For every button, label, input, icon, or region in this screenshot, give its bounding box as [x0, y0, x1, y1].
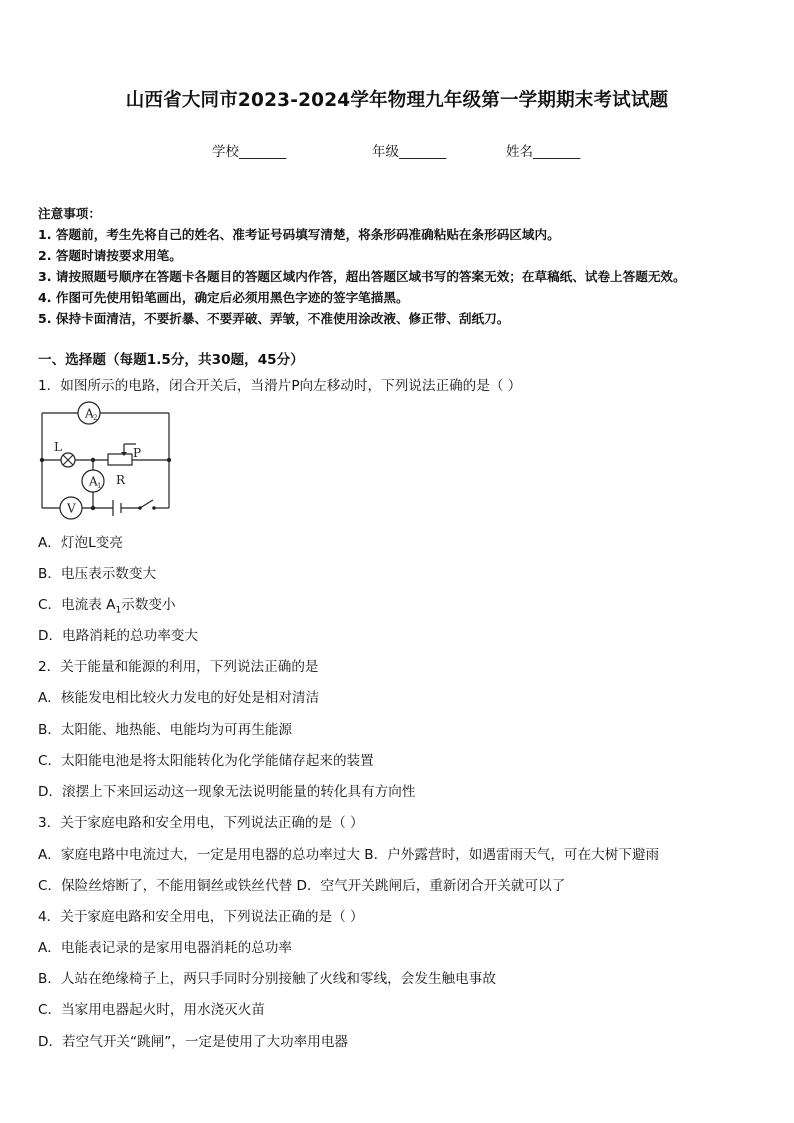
- q2-option-c: C．太阳能电池是将太阳能转化为化学能储存起来的装置: [38, 753, 374, 769]
- notice-heading: 注意事项：: [38, 206, 101, 221]
- school-field: 学校_______: [212, 144, 287, 160]
- name-field: 姓名_______: [506, 144, 581, 160]
- svg-text:1: 1: [97, 482, 102, 490]
- section-heading: 一、选择题（每题1.5分，共30题，45分）: [38, 352, 304, 368]
- q2-option-d: D．滚摆上下来回运动这一现象无法说明能量的转化具有方向性: [38, 784, 416, 800]
- notice-item-1: 1. 答题前，考生先将自己的姓名、准考证号码填写清楚，将条形码准确粘贴在条形码区域内。: [38, 227, 560, 242]
- lamp-icon: [61, 453, 75, 467]
- voltmeter-icon: [60, 497, 82, 519]
- q3-stem: 3．关于家庭电路和安全用电，下列说法正确的是（ ）: [38, 815, 364, 831]
- slider-label: P: [133, 446, 142, 460]
- q4-option-d: D．若空气开关“跳闸”，一定是使用了大功率用电器: [38, 1034, 349, 1050]
- notice-item-3: 3. 请按照题号顺序在答题卡各题目的答题区域内作答，超出答题区域书写的答案无效；在草稿纸、试卷上答题无效。: [38, 269, 686, 284]
- q1-option-c: C．电流表 $A_1$示数变小: [38, 597, 176, 616]
- q4-stem: 4．关于家庭电路和安全用电，下列说法正确的是（ ）: [38, 909, 364, 925]
- ammeter-a2-icon: [78, 402, 100, 424]
- notice-item-4: 4. 作图可先使用铅笔画出，确定后必须用黑色字迹的签字笔描黑。: [38, 290, 409, 305]
- svg-text:A: A: [89, 474, 98, 489]
- page-title: 山西省大同市2023-2024学年物理九年级第一学期期末考试试题: [125, 90, 669, 111]
- notice-item-2: 2. 答题时请按要求用笔。: [38, 248, 182, 263]
- q1-option-a: A．灯泡L变亮: [38, 535, 123, 551]
- lamp-label: L: [54, 440, 62, 454]
- q4-option-b: B．人站在绝缘椅子上，两只手同时分别接触了火线和零线，会发生触电事故: [38, 971, 496, 987]
- q1-stem: 1．如图所示的电路，闭合开关后，当滑片P向左移动时，下列说法正确的是（ ）: [38, 378, 522, 394]
- q1-option-b: B．电压表示数变大: [38, 566, 157, 582]
- svg-text:2: 2: [93, 414, 98, 422]
- q2-option-a: A．核能发电相比较火力发电的好处是相对清洁: [38, 690, 320, 706]
- circuit-diagram: [36, 400, 176, 524]
- q2-stem: 2．关于能量和能源的利用，下列说法正确的是: [38, 659, 319, 675]
- ammeter-a1-icon: [82, 470, 104, 492]
- q4-option-c: C．当家用电器起火时，用水浇灭火苗: [38, 1002, 265, 1018]
- q2-option-b: B．太阳能、地热能、电能均为可再生能源: [38, 722, 293, 738]
- resistor-label: R: [116, 473, 126, 487]
- q1-option-d: D．电路消耗的总功率变大: [38, 628, 198, 644]
- grade-field: 年级_______: [372, 144, 447, 160]
- q3-options-ab: A．家庭电路中电流过大，一定是用电器的总功率过大 B．户外露营时，如遇雷雨天气，可在大树下避雨: [38, 847, 660, 863]
- q3-options-cd: C．保险丝熔断了，不能用铜丝或铁丝代替 D．空气开关跳闸后，重新闭合开关就可以了: [38, 878, 566, 894]
- notice-item-5: 5. 保持卡面清洁，不要折暴、不要弄破、弄皱，不准使用涂改液、修正带、刮纸刀。: [38, 311, 510, 326]
- svg-text:A: A: [85, 406, 94, 421]
- svg-text:V: V: [67, 501, 76, 516]
- q4-option-a: A．电能表记录的是家用电器消耗的总功率: [38, 940, 292, 956]
